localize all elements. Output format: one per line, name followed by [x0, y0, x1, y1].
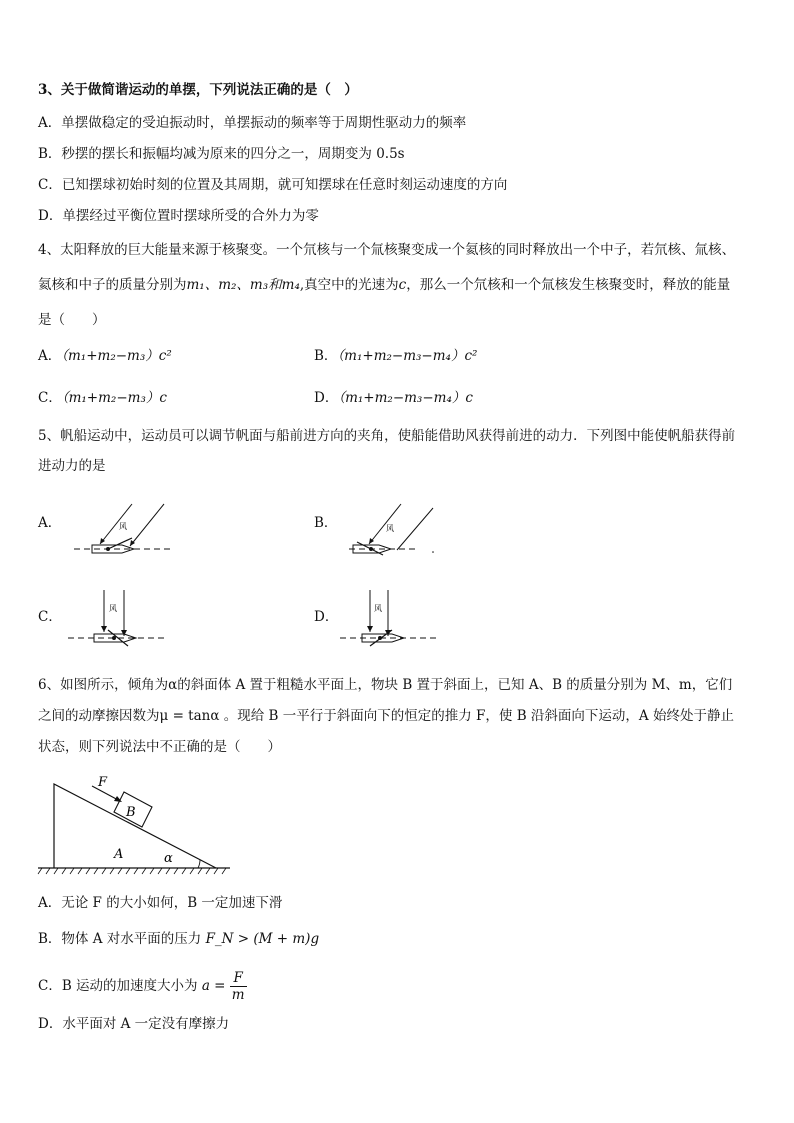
- q6-option-c-text: C．B 运动的加速度大小为: [38, 978, 198, 994]
- q4-option-b: [314, 346, 477, 366]
- wind-label-a: 风: [119, 522, 127, 531]
- wind-label-c: 风: [109, 604, 117, 613]
- q4-option-b-formula: （m₁+m₂−m₃−m₄）c²: [337, 348, 478, 364]
- q4-option-c-formula: （m₁+m₂−m₃）c: [61, 390, 167, 406]
- q4-stem-line1: 4、太阳释放的巨大能量来源于核聚变。一个氘核与一个氚核聚变成一个氦核的同时释放出一个中子，若氘核、氚核、: [38, 242, 736, 258]
- q6-stem-line2: 之间的动摩擦因数为μ = tanα 。现给 B 一平行于斜面向下的恒定的推力 F，使 B 沿斜面向下运动，A 始终处于静止: [38, 708, 734, 724]
- q3-option-b: B．秒摆的摆长和振幅均减为原来的四分之一，周期变为 0.5s: [38, 146, 405, 162]
- q3-option-a: A．单摆做稳定的受迫振动时，单摆振动的频率等于周期性驱动力的频率: [38, 115, 467, 131]
- q4-light-speed: c: [398, 277, 407, 293]
- sail-diagram-c: [68, 588, 168, 648]
- q6-option-c-numerator: F: [230, 970, 247, 987]
- q6-option-b-text: B．物体 A 对水平面的压力: [38, 931, 202, 947]
- q6-option-c: [38, 970, 247, 1003]
- q4-masses: m₁、m₂、m₃和m₄: [186, 277, 300, 293]
- q3-option-c: C．已知摆球初始时刻的位置及其周期，就可知摆球在任意时刻运动速度的方向: [38, 177, 508, 193]
- q6-stem-line3: 状态，则下列说法中不正确的是（ ）: [38, 739, 281, 755]
- q6-option-c-denominator: m: [231, 987, 245, 1003]
- sail-diagram-a: [70, 498, 180, 558]
- q5-option-c-label: C．: [38, 609, 62, 625]
- q4-stem-line3: 是（ ）: [38, 312, 106, 328]
- q4-stem-line2-b: ,真空中的光速为: [299, 277, 399, 293]
- angle-label: α: [164, 851, 173, 866]
- q4-stem-line2-d: ，那么一个氘核和一个氚核发生核聚变时，释放的能量: [406, 277, 731, 293]
- incline-figure: [36, 770, 236, 880]
- wind-label-b: 风: [386, 524, 394, 533]
- q6-option-d: D．水平面对 A 一定没有摩擦力: [38, 1016, 230, 1032]
- q4-stem-line2: [38, 275, 730, 295]
- q5-option-d-label: D．: [314, 609, 339, 625]
- q3-option-d: D．单摆经过平衡位置时摆球所受的合外力为零: [38, 208, 319, 224]
- q4-option-d: [314, 388, 473, 408]
- wedge-label: A: [114, 847, 124, 862]
- q4-option-a-formula: （m₁+m₂−m₃）c²: [61, 348, 172, 364]
- q4-option-b-label: B．: [314, 348, 338, 364]
- q6-option-a: A．无论 F 的大小如何，B 一定加速下滑: [38, 895, 283, 911]
- sail-diagram-b: [345, 498, 445, 558]
- q4-option-d-label: D．: [314, 390, 339, 406]
- wind-label-d: 风: [374, 604, 382, 613]
- q4-option-a-label: A．: [38, 348, 62, 364]
- q6-option-c-formula-prefix: a =: [201, 978, 226, 994]
- force-label: F: [98, 775, 108, 790]
- q5-stem-line1: 5、帆船运动中，运动员可以调节帆面与船前进方向的夹角，使船能借助风获得前进的动力．下列图中能使帆船获得前: [38, 428, 736, 444]
- q5-stem-line2: 进动力的是: [38, 458, 106, 474]
- q4-option-c: [38, 388, 167, 408]
- block-label: B: [126, 805, 136, 820]
- q4-option-c-label: C．: [38, 390, 62, 406]
- sail-diagram-d: [340, 588, 440, 648]
- q6-option-c-fraction: [230, 970, 247, 1003]
- q4-option-a: [38, 346, 172, 366]
- q5-option-b-label: B．: [314, 515, 338, 531]
- q4-option-d-formula: （m₁+m₂−m₃−m₄）c: [338, 390, 473, 406]
- q3-stem: 3、关于做简谐运动的单摆，下列说法正确的是（ ）: [38, 82, 358, 98]
- q5-option-a-label: A．: [38, 515, 62, 531]
- q6-stem-line1: 6、如图所示，倾角为α的斜面体 A 置于粗糙水平面上，物块 B 置于斜面上，已知 A、B 的质量分别为 M、m，它们: [38, 677, 733, 693]
- q6-option-b: [38, 929, 319, 949]
- q4-stem-line2-a: 氦核和中子的质量分别为: [38, 277, 187, 293]
- q6-option-b-formula: F_N > (M + m)g: [205, 931, 320, 947]
